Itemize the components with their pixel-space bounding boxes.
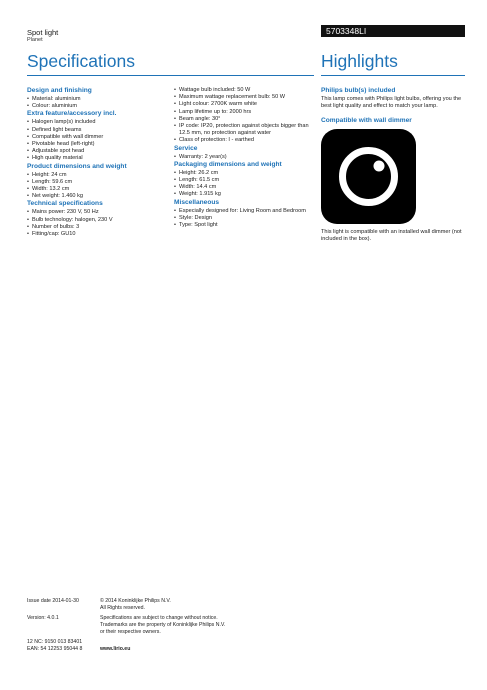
- specifications-rule: [27, 75, 314, 76]
- section-heading: Product dimensions and weight: [27, 162, 127, 170]
- spec-item: • Material: aluminium: [27, 96, 167, 103]
- spec-item: • Beam angle: 30°: [174, 116, 316, 123]
- spec-item: • Lamp lifetime up to: 2000 hrs: [174, 109, 316, 116]
- spec-section-technical: [27, 200, 167, 238]
- notice-line: or their respective owners.: [100, 629, 161, 635]
- product-family: Planet: [27, 37, 43, 43]
- ean-number: EAN: 54 12253 95044 8: [27, 646, 83, 652]
- dimmer-knob-icon: [321, 129, 416, 224]
- spec-section-service: [174, 145, 316, 161]
- spec-item: • Net weight: 1.460 kg: [27, 193, 167, 200]
- spec-item: • Wattage bulb included: 50 W: [174, 87, 316, 94]
- highlights-column: [321, 87, 465, 126]
- notice-line: Specifications are subject to change without notice.: [100, 615, 218, 621]
- version: Version: 4.0.1: [27, 615, 59, 621]
- spec-item: • Light colour: 2700K warm white: [174, 101, 316, 108]
- spec-item: • Especially designed for: Living Room and Bedroom: [174, 208, 316, 215]
- highlight-dimmer-heading: Compatible with wall dimmer: [321, 117, 412, 125]
- product-name: Spot light: [27, 28, 59, 37]
- spec-section-packaging: [174, 161, 316, 199]
- spec-section-extra: [27, 110, 167, 162]
- spec-item: • Type: Spot light: [174, 222, 316, 229]
- spec-item: • Pivotable head (left-right): [27, 141, 167, 148]
- spec-item: • Height: 24 cm: [27, 172, 167, 179]
- spec-item: • Length: 61.5 cm: [174, 177, 316, 184]
- spec-item: • Class of protection: I - earthed: [174, 137, 316, 144]
- section-heading: Extra feature/accessory incl.: [27, 110, 117, 118]
- spec-item: • Colour: aluminium: [27, 103, 167, 110]
- spec-item: • Compatible with wall dimmer: [27, 134, 167, 141]
- spec-left-column: [27, 87, 167, 238]
- spec-item: • Width: 13.2 cm: [27, 186, 167, 193]
- section-heading: Packaging dimensions and weight: [174, 160, 282, 168]
- dimmer-knob-graphic: [321, 129, 416, 224]
- section-heading: Miscellaneous: [174, 198, 220, 206]
- highlights-rule: [321, 75, 465, 76]
- spec-item: • Style: Design: [174, 215, 316, 222]
- section-heading: Service: [174, 144, 198, 152]
- spec-item: • Weight: 1.915 kg: [174, 191, 316, 198]
- spec-item: • Defined light beams: [27, 127, 167, 134]
- nc-number: 12 NC: 9150 013 83401: [27, 639, 83, 645]
- spec-section-miscellaneous: [174, 199, 316, 230]
- spec-middle-column: [174, 87, 316, 229]
- spec-item: • Width: 14.4 cm: [174, 184, 316, 191]
- section-heading: Design and finishing: [27, 87, 92, 94]
- spec-item: • Number of bulbs: 3: [27, 224, 167, 231]
- highlight-dimmer-text: This light is compatible with an installed wall dimmer (not included in the box).: [321, 229, 462, 243]
- notice-line: Trademarks are the property of Koninklijke Philips N.V.: [100, 622, 226, 628]
- spec-item: • High quality material: [27, 155, 167, 162]
- spec-item: • IP code: IP20, protection against objects bigger than 12.5 mm, no protection against water: [174, 123, 316, 137]
- spec-intro-list: [174, 87, 316, 145]
- spec-item: • Length: 59.6 cm: [27, 179, 167, 186]
- spec-item: • Maximum wattage replacement bulb: 50 W: [174, 94, 316, 101]
- website-link[interactable]: www.lirio.eu: [100, 646, 131, 652]
- footer: [27, 598, 327, 658]
- rights-line: All Rights reserved.: [100, 605, 145, 611]
- spec-section-design: [27, 87, 167, 110]
- spec-item: • Mains power: 230 V, 50 Hz: [27, 209, 167, 216]
- highlight-bulb-text: This lamp comes with Philips light bulbs, offering you the best light quality and effect to match your lamp.: [321, 96, 462, 110]
- product-code-badge: 5703348LI: [321, 25, 465, 37]
- highlight-bulb-heading: Philips bulb(s) included: [321, 87, 396, 94]
- section-heading: Technical specifications: [27, 200, 103, 208]
- highlights-title: Highlights: [321, 51, 398, 71]
- specifications-title: Specifications: [27, 51, 135, 71]
- spec-item: • Halogen lamp(s) included: [27, 119, 167, 126]
- copyright-line: © 2014 Koninklijke Philips N.V.: [100, 598, 171, 604]
- issue-date: Issue date 2014-01-30: [27, 598, 79, 604]
- spec-item: • Adjustable spot head: [27, 148, 167, 155]
- spec-item: • Bulb technology: halogen, 230 V: [27, 217, 167, 224]
- spec-item: • Fitting/cap: GU10: [27, 231, 167, 238]
- spec-section-product-dimensions: [27, 163, 167, 201]
- spec-item: • Warranty: 2 year(s): [174, 154, 316, 161]
- spec-item: • Height: 26.2 cm: [174, 170, 316, 177]
